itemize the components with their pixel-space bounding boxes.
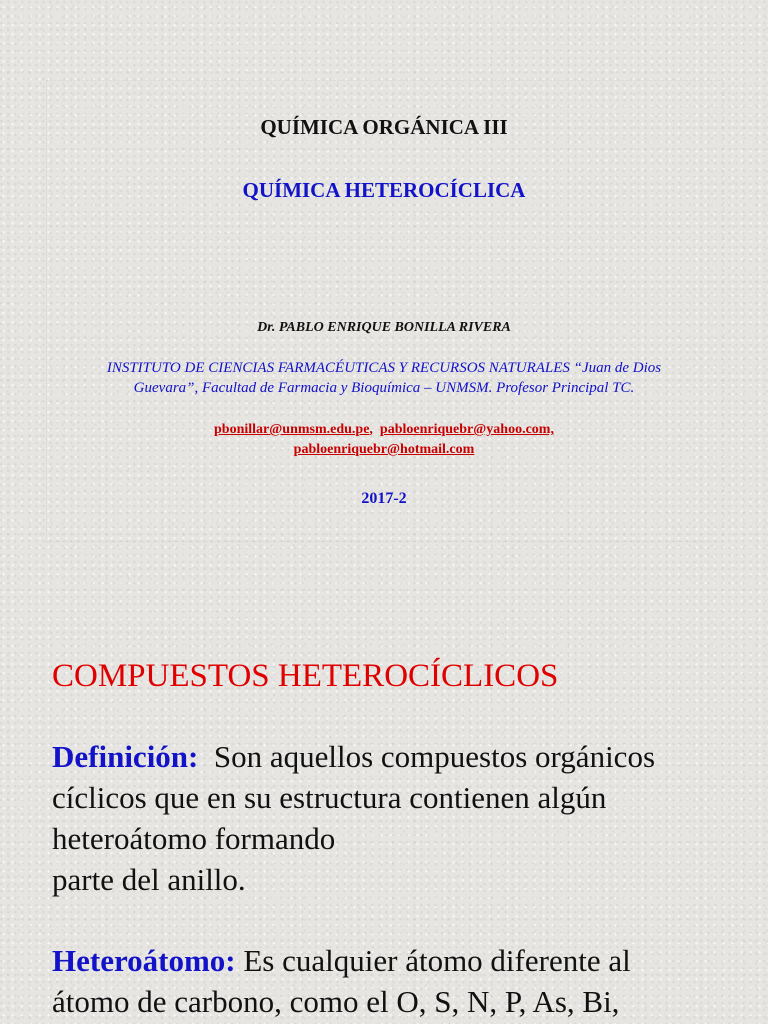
heteroatom-paragraph <box>52 940 742 1022</box>
title-slide-frame <box>46 80 724 542</box>
author-name: Dr. PABLO ENRIQUE BONILLA RIVERA <box>257 320 511 335</box>
course-subtitle: QUÍMICA HETEROCÍCLICA <box>242 178 526 202</box>
heteroatom-line-1 <box>52 940 742 981</box>
definition-line-1 <box>52 736 742 777</box>
definition-line-2: cíclicos que en su estructura contienen algún <box>52 780 607 815</box>
institution-line-1: INSTITUTO DE CIENCIAS FARMACÉUTICAS Y RECURSOS NATURALES “Juan de Dios <box>106 360 662 376</box>
definition-paragraph <box>52 736 742 900</box>
heteroatom-line-2: átomo de carbono, como el O, S, N, P, As, Bi, <box>52 984 620 1019</box>
email-separator: , <box>369 422 373 437</box>
email-link-hotmail[interactable]: pabloenriquebr@hotmail.com <box>293 442 475 457</box>
course-title: QUÍMICA ORGÁNICA III <box>260 115 508 139</box>
email-link-unmsm[interactable]: pbonillar@unmsm.edu.pe <box>214 422 370 437</box>
institution-line-2: Guevara”, Facultad de Farmacia y Bioquímica – UNMSM. Profesor Principal TC. <box>133 380 635 396</box>
definition-line-4: parte del anillo. <box>52 862 246 897</box>
heteroatom-term: Heteroátomo: <box>52 943 236 978</box>
email-list <box>0 420 768 460</box>
institution-text <box>60 358 708 398</box>
definition-line-3: heteroátomo formando <box>52 821 336 856</box>
definition-text-1: Son aquellos compuestos orgánicos <box>213 739 656 774</box>
email-link-yahoo[interactable]: pabloenriquebr@yahoo.com, <box>379 422 554 437</box>
definition-term: Definición: <box>52 739 199 774</box>
academic-period: 2017-2 <box>361 490 407 507</box>
section-heading: COMPUESTOS HETEROCÍCLICOS <box>52 658 559 694</box>
heteroatom-text-1: Es cualquier átomo diferente al <box>243 943 631 978</box>
